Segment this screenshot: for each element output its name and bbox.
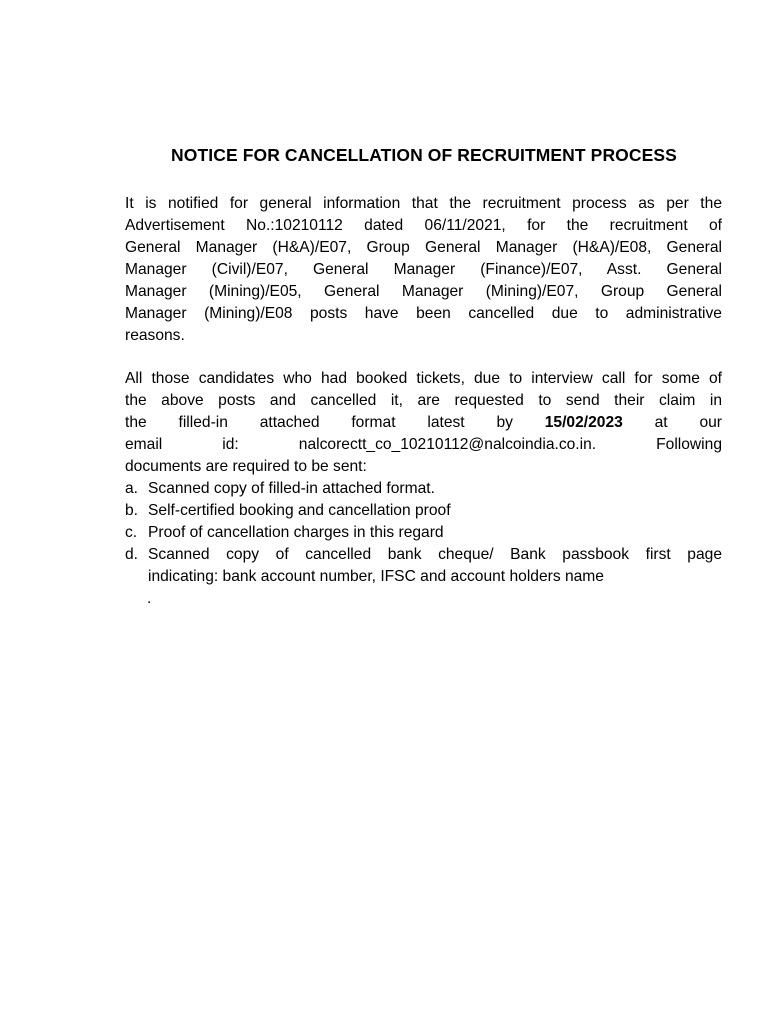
- paragraph-1-line: Manager (Mining)/E08 posts have been cancelled due to administrative: [125, 305, 722, 322]
- list-item: [125, 544, 722, 588]
- paragraph-2-line: All those candidates who had booked tickets, due to interview call for some of: [125, 370, 722, 387]
- paragraph-1-line: It is notified for general information that the recruitment process as per the: [125, 195, 722, 212]
- deadline-lead-text: the filled-in attached format latest by: [125, 414, 513, 431]
- list-item-text: Proof of cancellation charges in this regard: [148, 524, 444, 541]
- list-item-text: Self-certified booking and cancellation proof: [148, 502, 451, 519]
- paragraph-1-line: Manager (Mining)/E05, General Manager (Mining)/E07, Group General: [125, 283, 722, 300]
- paragraph-2-line: documents are required to be sent:: [125, 458, 367, 475]
- trailing-period: .: [147, 590, 152, 607]
- list-marker: d.: [125, 546, 139, 563]
- list-item: [125, 522, 722, 544]
- list-item-text: Scanned copy of filled-in attached format.: [148, 480, 435, 497]
- list-item-text: Scanned copy of cancelled bank cheque/ Bank passbook first page: [148, 546, 722, 563]
- paragraph-1-line: General Manager (H&A)/E07, Group General Manager (H&A)/E08, General: [125, 239, 722, 256]
- notice-title: NOTICE FOR CANCELLATION OF RECRUITMENT PROCESS: [171, 145, 677, 165]
- required-documents-list: [125, 478, 722, 588]
- list-item: [125, 500, 722, 522]
- paragraph-2-line: the above posts and cancelled it, are requested to send their claim in: [125, 392, 722, 409]
- list-marker: a.: [125, 480, 139, 497]
- paragraph-1-line: Advertisement No.:10210112 dated 06/11/2021, for the recruitment of: [125, 217, 722, 234]
- notice-paragraph-1: [125, 193, 722, 347]
- list-item-text: indicating: bank account number, IFSC and account holders name: [148, 568, 604, 585]
- notice-paragraph-2: [125, 368, 722, 478]
- list-marker: c.: [125, 524, 138, 541]
- paragraph-2-deadline-line: [125, 412, 722, 434]
- paragraph-1-line: reasons.: [125, 327, 185, 344]
- list-marker: b.: [125, 502, 139, 519]
- paragraph-1-line: Manager (Civil)/E07, General Manager (Finance)/E07, Asst. General: [125, 261, 722, 278]
- deadline-date: 15/02/2023: [544, 414, 623, 431]
- paragraph-2-email-line: email id: nalcorectt_co_10210112@nalcoindia.co.in. Following: [125, 436, 722, 453]
- list-item: [125, 478, 722, 500]
- deadline-trailing-text: at our: [654, 414, 722, 431]
